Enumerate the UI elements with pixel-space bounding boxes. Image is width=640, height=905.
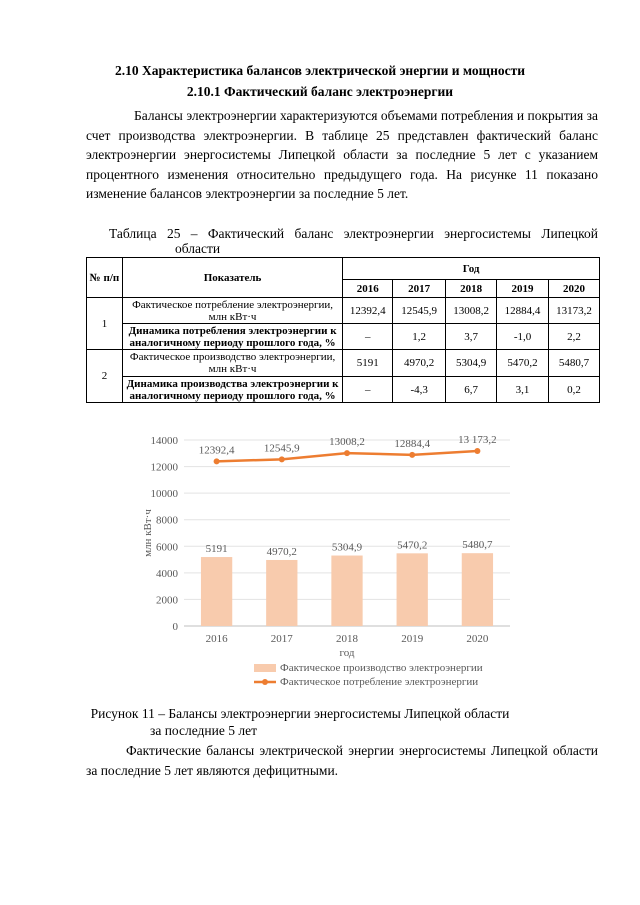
header-no: № п/п xyxy=(87,258,123,298)
y-tick-label: 4000 xyxy=(156,567,178,580)
bar xyxy=(201,557,232,626)
header-year: Год xyxy=(343,258,600,280)
line-data-label: 13 173,2 xyxy=(458,433,497,446)
figure-caption-line1: Рисунок 11 – Балансы электроэнергии энергосистемы Липецкой области xyxy=(90,706,510,721)
y-axis-label: млн кВт·ч xyxy=(142,509,154,557)
header-year-2019: 2019 xyxy=(497,280,549,298)
header-year-2017: 2017 xyxy=(393,280,446,298)
table-cell: 5191 xyxy=(343,350,393,377)
legend-swatch-production xyxy=(254,664,276,672)
y-tick-label: 14000 xyxy=(150,435,178,447)
y-tick-label: 6000 xyxy=(156,541,178,554)
table-caption-line1: Таблица 25 – Фактический баланс электроэнергии энергосистемы Липецкой xyxy=(109,226,598,241)
x-axis-label: год xyxy=(339,647,355,659)
header-indicator: Показатель xyxy=(122,258,342,298)
row-number: 1 xyxy=(87,298,123,350)
intro-paragraph-text: Балансы электроэнергии характеризуются объемами потребления и покрытия за счет производства электроэнергии. В таблице 25 представлен фактический баланс электроэнергии энергосистемы Липецкой области за последние 5 лет с указанием процентного изменения относительно предыдущего года. На рисунке 11 показано изменение балансов электроэнергии за последние 5 лет. xyxy=(86,108,598,201)
row-label: Динамика производства электроэнергии к аналогичному периоду прошлого года, % xyxy=(122,377,342,403)
conclusion-paragraph xyxy=(86,741,598,780)
table-cell: – xyxy=(343,377,393,403)
table-cell: 12545,9 xyxy=(393,298,446,324)
table-cell: – xyxy=(343,324,393,350)
line-point xyxy=(279,456,285,462)
conclusion-text: Фактические балансы электрической энергии энергосистемы Липецкой области за последние 5 лет являются дефицитными. xyxy=(86,743,598,778)
line-point xyxy=(409,452,415,458)
bar-data-label: 5470,2 xyxy=(397,539,428,552)
balance-chart xyxy=(140,427,510,697)
table-cell: 5470,2 xyxy=(497,350,549,377)
table-cell: 0,2 xyxy=(549,377,600,403)
bar xyxy=(266,560,297,626)
y-tick-label: 10000 xyxy=(150,488,178,501)
y-tick-label: 12000 xyxy=(150,461,178,474)
line-point xyxy=(344,450,350,456)
line-point xyxy=(474,448,480,454)
table-row xyxy=(87,377,600,403)
figure-caption-line2: за последние 5 лет xyxy=(150,723,257,738)
legend-label-production: Фактическое производство электроэнергии xyxy=(280,662,483,674)
subsection-title: 2.10.1 Фактический баланс электроэнергии xyxy=(186,84,454,99)
table-caption-line2: области xyxy=(175,241,221,256)
line-point xyxy=(214,458,220,464)
intro-paragraph xyxy=(86,106,598,204)
legend-marker-consumption xyxy=(262,679,268,685)
x-tick-label: 2020 xyxy=(466,633,489,645)
bar-data-label: 4970,2 xyxy=(266,545,297,558)
x-tick-label: 2019 xyxy=(401,633,424,645)
table-cell: 6,7 xyxy=(446,377,497,403)
section-title: 2.10 Характеристика балансов электрической энергии и мощности xyxy=(114,63,526,78)
table-cell: 13008,2 xyxy=(446,298,497,324)
line-data-label: 12392,4 xyxy=(198,444,235,457)
x-tick-label: 2017 xyxy=(270,633,293,645)
balance-table xyxy=(86,257,600,403)
header-year-2020: 2020 xyxy=(549,280,600,298)
figure-caption xyxy=(0,705,640,739)
row-label: Динамика потребления электроэнергии к аналогичному периоду прошлого года, % xyxy=(122,324,342,350)
bar xyxy=(462,553,493,626)
row-number: 2 xyxy=(87,350,123,403)
table-cell: 5480,7 xyxy=(549,350,600,377)
line-data-label: 12884,4 xyxy=(394,437,431,450)
table-caption xyxy=(86,226,598,256)
table-cell: 3,7 xyxy=(446,324,497,350)
y-tick-label: 8000 xyxy=(156,514,178,527)
x-tick-label: 2018 xyxy=(336,633,358,645)
bar-data-label: 5480,7 xyxy=(462,539,493,552)
y-tick-label: 0 xyxy=(172,621,178,633)
line-data-label: 12545,9 xyxy=(263,442,300,455)
table-cell: 2,2 xyxy=(549,324,600,350)
legend-label-consumption: Фактическое потребление электроэнергии xyxy=(280,676,479,688)
header-year-2016: 2016 xyxy=(343,280,393,298)
header-year-2018: 2018 xyxy=(446,280,497,298)
table-cell: 5304,9 xyxy=(446,350,497,377)
table-cell: 4970,2 xyxy=(393,350,446,377)
bar-data-label: 5304,9 xyxy=(331,541,363,554)
table-cell: -1,0 xyxy=(497,324,549,350)
bar-data-label: 5191 xyxy=(205,543,228,556)
bar xyxy=(331,556,362,626)
row-label: Фактическое потребление электроэнергии, млн кВт·ч xyxy=(122,298,342,324)
x-tick-label: 2016 xyxy=(205,633,228,645)
table-cell: 12884,4 xyxy=(497,298,549,324)
table-cell: 12392,4 xyxy=(343,298,393,324)
line-data-label: 13008,2 xyxy=(329,436,365,449)
table-cell: 3,1 xyxy=(497,377,549,403)
table-cell: -4,3 xyxy=(393,377,446,403)
row-label: Фактическое производство электроэнергии, млн кВт·ч xyxy=(122,350,342,377)
table-row xyxy=(87,324,600,350)
table-row xyxy=(87,350,600,377)
bar xyxy=(397,553,428,626)
table-cell: 13173,2 xyxy=(549,298,600,324)
y-tick-label: 2000 xyxy=(156,594,178,607)
table-row xyxy=(87,298,600,324)
table-cell: 1,2 xyxy=(393,324,446,350)
